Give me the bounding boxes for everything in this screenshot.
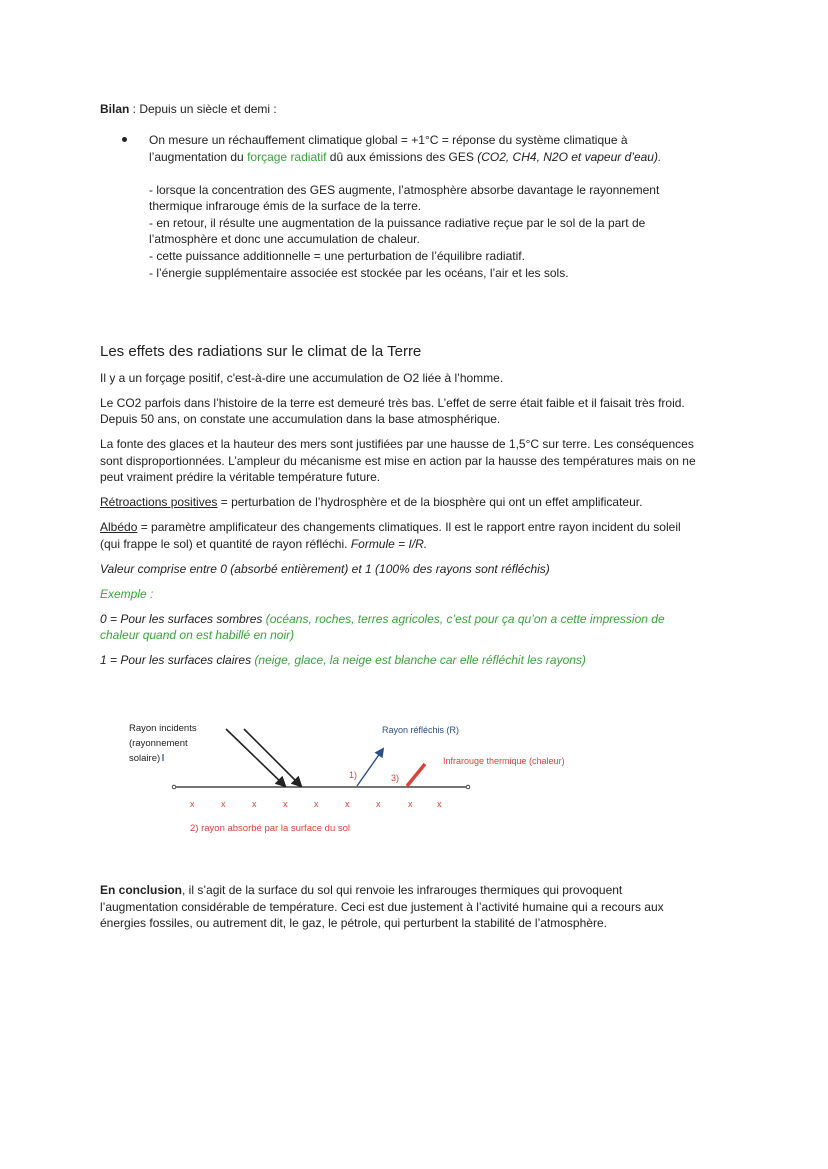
infrared-label: Infrarouge thermique (chaleur) [443,756,565,766]
bullet-line-2a: l’augmentation du [149,150,248,164]
forcage-radiatif-term: forçage radiatif [247,150,327,164]
absorption-mark-8: x [408,799,413,809]
reflected-ray [357,749,383,786]
example-1-detail: (neige, glace, la neige est blanche car elle réfléchit les rayons) [254,653,586,667]
infrared-ray [407,764,425,786]
albedo-formula: Formule = I/R. [350,537,428,551]
example-1-label: 1 = Pour les surfaces claires [100,653,255,667]
bilan-label: Bilan [100,102,130,116]
example-0-label: 0 = Pour les surfaces sombres [100,612,266,626]
incident-label-line-1: Rayon incidents [129,723,197,734]
ges-list: (CO2, CH4, N2O et vapeur d’eau). [477,150,662,164]
absorbed-label: 2) rayon absorbé par la surface du sol [190,823,351,834]
ground-end [466,785,470,789]
ground-start [172,785,176,789]
sub-line-1: - lorsque la concentration des GES augmente, l’atmosphère absorbe davantage le rayonnement [149,183,660,197]
incident-label-line-2: (rayonnement [129,738,188,749]
sub-line-6: - l’énergie supplémentaire associée est stockée par les océans, l’air et les sols. [149,266,569,280]
incident-ray-1 [226,729,285,786]
para-forcage: Il y a un forçage positif, c'est-à-dire une accumulation de O2 liée à l’homme. [100,371,504,385]
para-co2-line-2: Depuis 50 ans, on constate une accumulation dans la base atmosphérique. [100,412,501,426]
retroactions-term: Rétroactions positives [100,495,218,509]
conclusion-text-1: , il s’agit de la surface du sol qui renvoie les infrarouges thermiques qui provoquent [182,883,623,897]
absorption-marks [190,799,442,809]
para-co2-line-1: Le CO2 parfois dans l’histoire de la terre est demeuré très bas. L’effet de serre était faible et il faisait très froid. [100,396,685,410]
bullet-line-2b: dû aux émissions des GES [326,150,478,164]
sub-line-2: thermique infrarouge émis de la surface de la terre. [149,199,422,213]
bilan-text: : Depuis un siècle et demi : [129,102,277,116]
para-glaces-line-1: La fonte des glaces et la hauteur des mers sont justifiées par une hausse de 1,5°C sur terre. Les conséquences [100,437,694,451]
example-0-detail: (océans, roches, terres agricoles, c’est pour ça qu’on a cette impression de [265,612,665,626]
para-glaces-line-2: sont disproportionnées. L’ampleur du mécanisme est mise en action par la hausse des températures mais on ne [100,454,696,468]
exemple-heading: Exemple : [100,587,154,601]
incident-label-line-3: solaire) [129,753,161,764]
absorption-mark-2: x [221,799,226,809]
absorption-mark-3: x [252,799,257,809]
step-3-label: 3) [391,773,400,783]
example-0-line-2: chaleur quand on est habillé en noir) [100,628,295,642]
albedo-term: Albédo [100,520,138,534]
conclusion-line-3: énergies fossiles, ou autrement dit, le gaz, le pétrole, qui perturbent la stabilité de l’atmosphère. [100,916,607,930]
albedo-def: = paramètre amplificateur des changements climatiques. Il est le rapport entre rayon incident du soleil [137,520,681,534]
bullet-line-1: On mesure un réchauffement climatique global = +1°C = réponse du système climatique à [149,133,628,147]
absorption-mark-4: x [283,799,288,809]
sub-line-3: - en retour, il résulte une augmentation de la puissance radiative reçue par le sol de la part de [149,216,646,230]
absorption-mark-1: x [190,799,195,809]
absorption-mark-7: x [376,799,381,809]
absorption-mark-9: x [437,799,442,809]
valeur-line: Valeur comprise entre 0 (absorbé entièrement) et 1 (100% des rayons sont réfléchis) [100,562,550,576]
albedo-line-2-text: (qui frappe le sol) et quantité de rayon réfléchi. [100,537,351,551]
conclusion-line-1 [100,882,622,899]
retroactions-def: = perturbation de l’hydrosphère et de la biosphère qui ont un effet amplificateur. [217,495,643,509]
reflected-label: Rayon réfléchis (R) [382,725,460,735]
absorption-mark-6: x [345,799,350,809]
conclusion-line-2: l’augmentation considérable de température. Ceci est due justement à l’activité humaine qui a recours aux [100,900,664,914]
step-1-label: 1) [349,770,358,780]
conclusion-label: En conclusion [100,883,183,897]
sub-line-4: l’atmosphère et donc une accumulation de chaleur. [149,232,420,246]
section-title: Les effets des radiations sur le climat de la Terre [100,343,422,360]
para-glaces-line-3: peut vraiment prédire la véritable température future. [100,470,381,484]
sub-line-5: - cette puissance additionnelle = une perturbation de l’équilibre radiatif. [149,249,525,263]
absorption-mark-5: x [314,799,319,809]
incident-ray-2 [244,729,301,786]
